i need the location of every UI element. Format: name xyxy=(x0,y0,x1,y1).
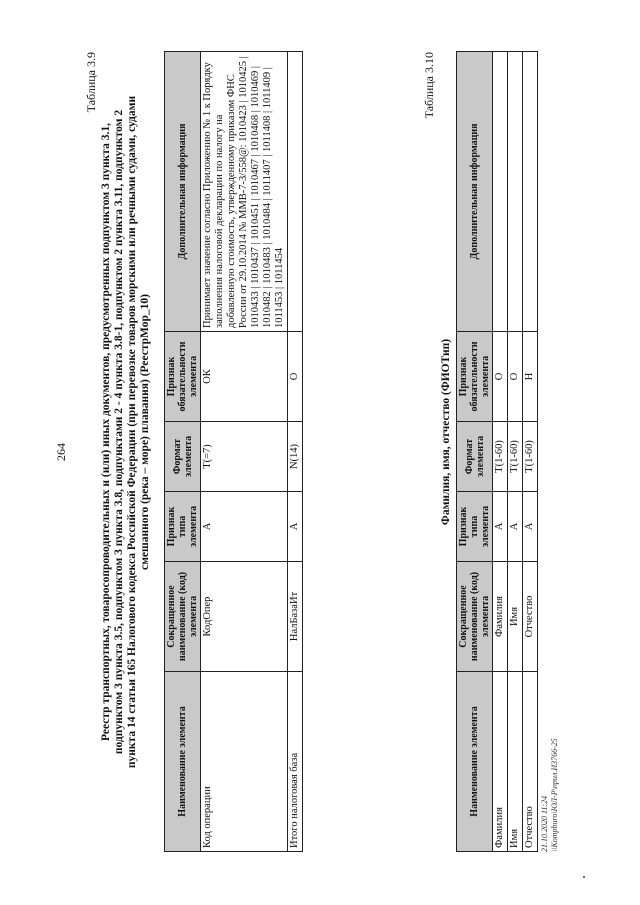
table-cell: ОК xyxy=(201,332,288,422)
table-cell: Т(=7) xyxy=(201,422,288,492)
table-cell xyxy=(523,52,538,332)
page-number: 264 xyxy=(54,443,68,461)
table-cell: Т(1-60) xyxy=(523,422,538,492)
column-header: Признак обязательности элемента xyxy=(165,332,201,422)
column-header: Сокращенное наименование (код) элемента xyxy=(165,562,201,672)
table-row xyxy=(493,52,508,852)
footer-timestamp: 21.10.2020 11:24 xyxy=(540,795,549,852)
table-cell: КодОпер xyxy=(201,562,288,672)
table-cell: А xyxy=(523,492,538,562)
column-header: Дополнительная информация xyxy=(457,52,493,332)
table-cell xyxy=(493,52,508,332)
table-3-10-label: Таблица 3.10 xyxy=(422,52,436,119)
table-cell: Отчество xyxy=(523,672,538,852)
rotated-content xyxy=(40,32,600,872)
file-footer xyxy=(540,738,560,852)
table-cell: О xyxy=(493,332,508,422)
table-cell: О xyxy=(508,332,523,422)
column-header: Дополнительная информация xyxy=(165,52,201,332)
table-cell: А xyxy=(288,492,303,562)
table-header-row xyxy=(165,52,201,852)
table-3-9-caption: Реестр транспортных, товаросопроводительных и (или) иных документов, предусмотренных подпунктом 3 пункта 3.1, подпунктом 3 пункта 3.5, подпунктом 3 пункта 3.8, подпунктами 2 - 4 пункта 3.8-1, подпунктом 2 пункта 3.11, подпунктом 2 пункта 14 статьи 165 Налогового кодекса Российской Федерации (при перевозке товаров морскими или речными судами, судами смешанного (река – море) плавания) (РеестрМор_10) xyxy=(100,95,151,769)
table-cell: Т(1-60) xyxy=(508,422,523,492)
table-3-10-caption: Фамилия, имя, отчество (ФИОТип) xyxy=(440,338,452,526)
table-row xyxy=(508,52,523,852)
table-row xyxy=(523,52,538,852)
column-header: Сокращенное наименование (код) элемента xyxy=(457,562,493,672)
table-cell: А xyxy=(493,492,508,562)
column-header: Формат элемента xyxy=(457,422,493,492)
table-3-9-label: Таблица 3.9 xyxy=(84,52,98,113)
table-row xyxy=(288,52,303,852)
table-cell: Отчество xyxy=(523,562,538,672)
table-cell: Принимает значение согласно Приложению № 1 к Порядку заполнения налоговой декларации по налогу на добавленную стоимость, утвержденному приказом ФНС России от 29.10.2014 № ММВ-7-3/558@: 1010423 | 1010425 | 1010433 | 1010437 | 1010451 | 1010467 | 1010468 | 1010469 | 1010482 | 1010483 | 1010484 | 1011407 | 1011408 | 1011409 | 1011453 | 1011454 xyxy=(201,52,288,332)
table-cell: А xyxy=(201,492,288,562)
table-cell: Итого налоговая база xyxy=(288,672,303,852)
table-cell xyxy=(508,52,523,332)
column-header: Формат элемента xyxy=(165,422,201,492)
table-cell: Имя xyxy=(508,562,523,672)
column-header: Признак обязательности элемента xyxy=(457,332,493,422)
table-3-9 xyxy=(164,51,303,852)
table-cell: Т(1-60) xyxy=(493,422,508,492)
table-cell: Н xyxy=(523,332,538,422)
table-header-row xyxy=(457,52,493,852)
table-3-10 xyxy=(456,51,538,852)
table-cell: Код операции xyxy=(201,672,288,852)
scan-speck xyxy=(583,876,585,878)
table-cell: О xyxy=(288,332,303,422)
column-header: Наименование элемента xyxy=(165,672,201,852)
table-cell: N(14) xyxy=(288,422,303,492)
table-cell: Фамилия xyxy=(493,562,508,672)
table-cell xyxy=(288,52,303,332)
table-cell: А xyxy=(508,492,523,562)
table-cell: Имя xyxy=(508,672,523,852)
column-header: Наименование элемента xyxy=(457,672,493,852)
column-header: Признак типа элемента xyxy=(165,492,201,562)
table-cell: Фамилия xyxy=(493,672,508,852)
column-header: Признак типа элемента xyxy=(457,492,493,562)
table-row xyxy=(201,52,288,852)
footer-file-path: \\Kompburo\ЮЛ-Р\прил.ИЗ766-25 xyxy=(550,738,559,852)
table-cell: НалБазаИт xyxy=(288,562,303,672)
